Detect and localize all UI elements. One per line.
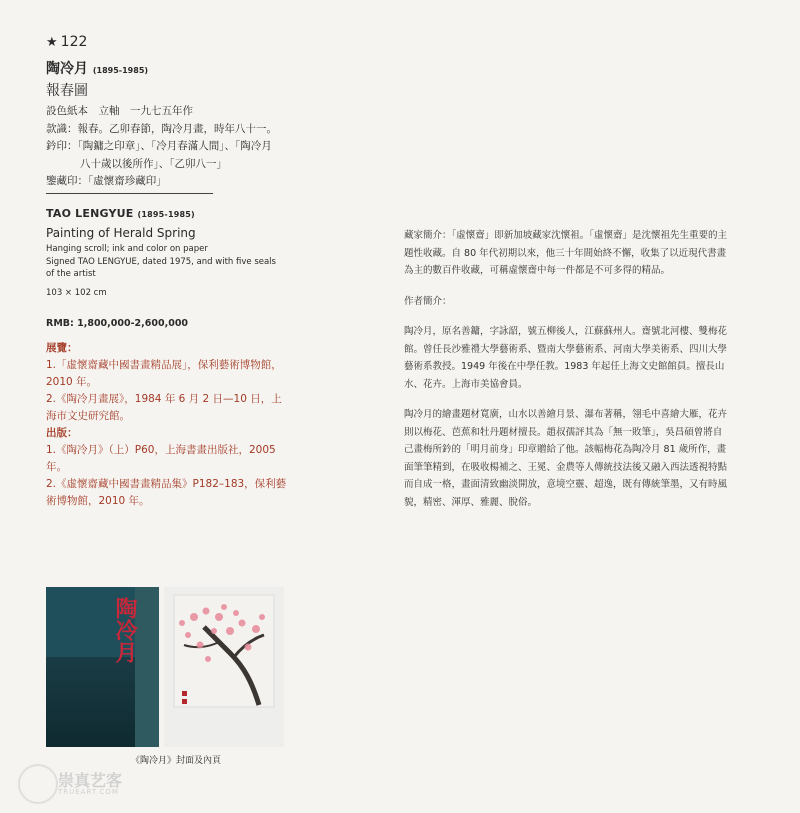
exhibition-item: 2.《陶冷月畫展》，1984 年 6 月 2 日—10 日，上海市文史研究館。	[46, 393, 282, 422]
artist-name-en: TAO LENGYUE (1895-1985)	[46, 207, 195, 220]
exhibition-heading: 展覽：	[46, 342, 78, 354]
artwork-details-en	[46, 243, 286, 299]
publication-heading: 出版：	[46, 427, 78, 439]
artwork-title-cn: 報春圖	[46, 83, 88, 99]
medium-cn: 設色紙本 立軸 一九七五年作	[46, 105, 193, 117]
collector-seal-cn: 鑒藏印：「虛懷齋珍藏印」	[46, 175, 167, 187]
watermark-text: 崇真艺客	[58, 771, 123, 790]
book-cover-image	[46, 587, 159, 747]
plum-blossom-painting	[164, 587, 284, 747]
exhibition-publication	[46, 340, 291, 510]
seals-cn: 鈐印：「陶鏞之印章」、「冷月春滿人間」、「陶冷月	[46, 140, 272, 152]
bio-heading: 作者簡介：	[404, 295, 452, 307]
dimensions: 103 × 102 cm	[46, 287, 107, 298]
medium-en: Hanging scroll; ink and color on paper	[46, 244, 208, 254]
exhibition-item: 1.「虛懷齋藏中國書畫精品展」，保利藝術博物館，2010 年。	[46, 359, 282, 388]
figure-caption: 《陶冷月》封面及內頁	[131, 756, 222, 766]
signature-en: Signed TAO LENGYUE, dated 1975, and with five seals of the artist	[46, 256, 276, 279]
collector-note: 藏家簡介：「虛懷齋」即新加坡藏家沈懷祖。「虛懷齋」是沈懷祖先生重要的主題性收藏。自 80 年代初期以來，他三十年間始終不懈，收集了以近現代書畫為主的數百件收藏，可稱虛懷齋中每一件都是不可多得的精品。	[404, 230, 728, 276]
publication-item: 1.《陶冷月》（上）P60，上海書畫出版社，2005 年。	[46, 444, 276, 473]
estimate-price: RMB: 1,800,000-2,600,000	[46, 318, 189, 329]
watermark-logo-icon	[18, 764, 58, 804]
star-icon: ★	[46, 35, 58, 50]
artwork-essay: 陶冷月的繪畫題材寬廣，山水以善繪月景、瀑布著稱，翎毛中喜繪大雁，花卉則以梅花、芭蕉和牡丹題材擅長。趙叔孺評其為「無一敗筆」，吳昌碩曾將自己畫梅所鈐的「明月前身」印章贈給了他。該幅梅花為陶冷月 81 歲所作，畫面筆筆精到，在吸收楊補之、王冕、金農等人傳統技法後又融入西法透視特點而自成一格，畫面清致幽淡開放，意境空靈、超逸，既有傳統筆墨，又有時風貌，精密、渾厚、雅麗、脫俗。	[404, 409, 728, 508]
essay-column	[404, 227, 730, 524]
divider	[46, 193, 213, 194]
lot-number: ★ 122	[46, 34, 88, 50]
artist-bio: 陶冷月，原名善鏞，字詠韶，號五柳後人，江蘇蘇州人。齋號北河樓、雙梅花館。曾任長沙雅禮大學藝術系、暨南大學藝術系、河南大學美術系、四川大學藝術系教授。1949 年後在中學任教。1983 年起任上海文史館館員。擅長山水、花卉。上海市美協會員。	[404, 326, 728, 390]
artwork-title-en: Painting of Herald Spring	[46, 226, 196, 240]
inscription-cn: 款識：報春。乙卯春節，陶冷月畫，時年八十一。	[46, 122, 277, 135]
publication-item: 2.《虛懷齋藏中國書畫精品集》P182–183，保利藝術博物館，2010 年。	[46, 478, 287, 507]
artist-name-cn: 陶冷月 (1895-1985)	[46, 61, 149, 77]
artwork-details-cn	[46, 103, 277, 191]
book-cover-title: 陶冷月	[112, 597, 138, 663]
watermark-subtext: TRUEART.COM	[58, 788, 119, 796]
book-inner-page-image	[164, 587, 284, 747]
seals-cn-cont: 八十歲以後所作」、「乙卯八一」	[80, 157, 227, 170]
